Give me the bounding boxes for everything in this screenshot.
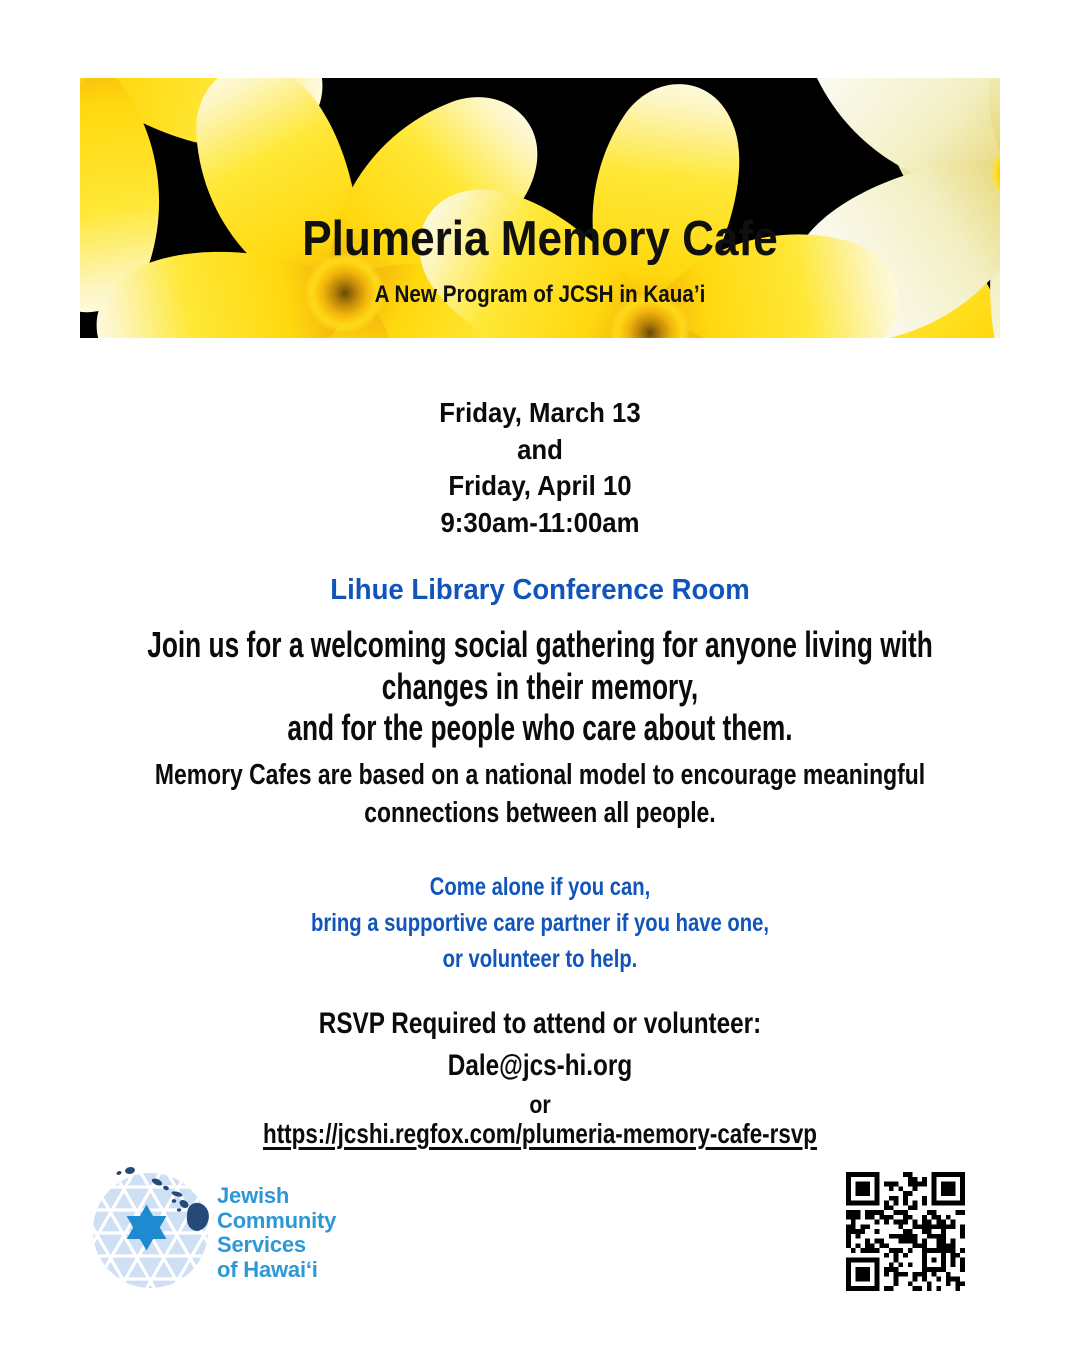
rsvp-heading: RSVP Required to attend or volunteer:: [318, 1007, 762, 1040]
invitation-line: bring a supportive care partner if you have one,: [310, 909, 769, 937]
org-name-line: of Hawaiʻi: [217, 1256, 318, 1282]
rsvp-email: Dale@jcs-hi.org: [447, 1049, 633, 1082]
org-name-line: Community: [217, 1207, 337, 1233]
schedule-line: and: [517, 433, 563, 465]
schedule: [43, 395, 1037, 541]
rsvp-block: [103, 1003, 978, 1087]
rsvp-link[interactable]: https://jcshi.regfox.com/plumeria-memory-cafe-rsvp: [263, 1118, 817, 1149]
location-text: Lihue Library Conference Room: [330, 574, 750, 606]
qr-code-image: [846, 1172, 965, 1291]
about-line: Memory Cafes are based on a national model to encourage meaningful: [154, 759, 926, 791]
intro-line: changes in their memory,: [381, 665, 699, 707]
intro-line: and for the people who care about them.: [287, 707, 793, 748]
qr-code: [846, 1172, 965, 1291]
org-name: [217, 1184, 336, 1282]
intro-paragraph: [146, 624, 934, 749]
banner: [80, 78, 1000, 338]
org-name-line: Services: [217, 1232, 306, 1257]
schedule-line: Friday, March 13: [439, 397, 641, 428]
about-line: connections between all people.: [364, 797, 716, 829]
page-subtitle: A New Program of JCSH in Kaua’i: [374, 281, 706, 308]
page-title: Plumeria Memory Cafe: [302, 212, 778, 266]
schedule-line: 9:30am-11:00am: [440, 506, 640, 538]
invitation-line: Come alone if you can,: [429, 873, 651, 901]
rsvp-separator: or: [529, 1091, 551, 1119]
intro-line: Join us for a welcoming social gathering for anyone living with: [147, 624, 933, 665]
star-of-david-globe-icon: [90, 1158, 215, 1298]
about-paragraph: [113, 756, 966, 832]
invitation-line: or volunteer to help.: [442, 945, 638, 973]
jcsh-logo: [90, 1158, 450, 1298]
schedule-line: Friday, April 10: [448, 470, 632, 501]
invitation-paragraph: [103, 869, 978, 977]
rsvp-link-row: [108, 1117, 972, 1151]
org-name-line: Jewish: [217, 1183, 290, 1208]
